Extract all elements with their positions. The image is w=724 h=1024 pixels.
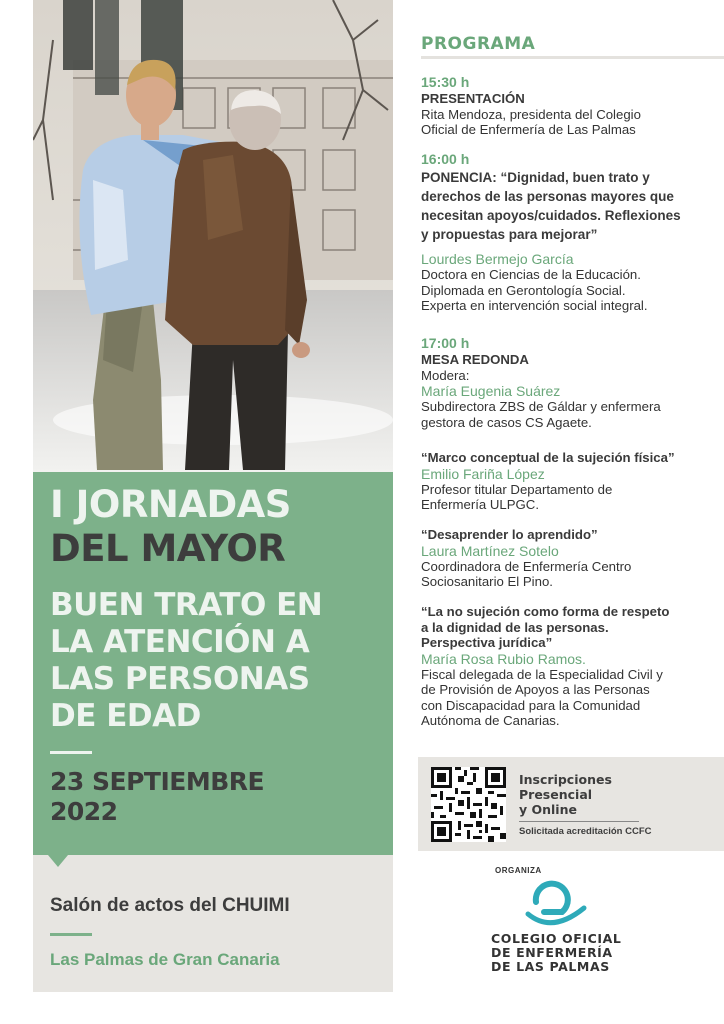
speaker-description: gestora de casos CS Agaete. bbox=[421, 414, 592, 430]
programa-divider bbox=[421, 56, 724, 59]
speaker-description: Autónoma de Canarias. bbox=[421, 713, 560, 728]
organizer-name: COLEGIO OFICIAL bbox=[491, 931, 622, 946]
speaker-description: Coordinadora de Enfermería Centro bbox=[421, 558, 632, 574]
watercolor-caregiver-elder-illustration bbox=[33, 0, 393, 472]
speaker-description: Fiscal delegada de la Especialidad Civil y bbox=[421, 666, 663, 682]
speaker-description: de Provisión de Apoyos a las Personas bbox=[421, 682, 650, 697]
speaker-description: Sociosanitario El Pino. bbox=[421, 574, 553, 589]
venue-name: Salón de actos del CHUIMI bbox=[50, 895, 290, 916]
session-description: Oficial de Enfermería de Las Palmas bbox=[421, 122, 636, 137]
speaker-description: Subdirectora ZBS de Gáldar y enfermera bbox=[421, 399, 661, 414]
program-item-presentation bbox=[421, 73, 721, 138]
event-date-line-2: 2022 bbox=[50, 797, 118, 826]
session-time: 16:00 h bbox=[421, 151, 470, 167]
talk-title: “La no sujeción como forma de respeto bbox=[421, 604, 670, 619]
accreditation-note: Solicitada acreditación CCFC bbox=[519, 826, 652, 837]
registration-divider bbox=[519, 821, 639, 822]
speaker-description: Profesor titular Departamento de bbox=[421, 481, 613, 497]
talk-title: “Marco conceptual de la sujeción física” bbox=[421, 450, 675, 465]
program-item-talk bbox=[421, 527, 721, 590]
organizer-name: DE ENFERMERÍA bbox=[491, 945, 613, 960]
organizer-label: ORGANIZA bbox=[495, 866, 542, 875]
program-item-round-table bbox=[421, 334, 721, 430]
session-time: 15:30 h bbox=[421, 74, 470, 90]
event-title-line-1: I JORNADAS bbox=[50, 483, 291, 526]
cover-illustration bbox=[33, 0, 393, 472]
event-subtitle-line: LA ATENCIÓN A bbox=[50, 624, 310, 660]
session-title: MESA REDONDA bbox=[421, 352, 529, 367]
speaker-description: Enfermería ULPGC. bbox=[421, 497, 539, 512]
program-item-speaker bbox=[421, 251, 721, 314]
divider-dash bbox=[50, 933, 92, 936]
event-subtitle-line: LAS PERSONAS bbox=[50, 661, 310, 697]
event-title-line-2: DEL MAYOR bbox=[50, 527, 286, 570]
registration-text: Inscripciones bbox=[519, 772, 612, 787]
speaker-name: Emilio Fariña López bbox=[421, 465, 545, 482]
speaker-name: Lourdes Bermejo García bbox=[421, 251, 574, 267]
venue-panel bbox=[33, 855, 393, 992]
program-item-keynote bbox=[421, 150, 721, 244]
speaker-name: Laura Martínez Sotelo bbox=[421, 542, 559, 559]
session-title: PONENCIA: “Dignidad, buen trato y bbox=[421, 170, 650, 185]
session-title: PRESENTACIÓN bbox=[421, 91, 525, 106]
talk-title: Perspectiva jurídica” bbox=[421, 635, 553, 650]
panel-pointer-icon bbox=[48, 855, 68, 867]
event-subtitle-line: DE EDAD bbox=[50, 698, 201, 734]
program-item-talk bbox=[421, 604, 721, 729]
speaker-description: Doctora en Ciencias de la Educación. bbox=[421, 267, 641, 282]
event-date-line-1: 23 SEPTIEMBRE bbox=[50, 767, 265, 796]
registration-text: Presencial bbox=[519, 787, 593, 802]
registration-text: y Online bbox=[519, 802, 577, 817]
session-title: y propuestas para mejorar” bbox=[421, 227, 598, 242]
speaker-name: María Eugenia Suárez bbox=[421, 383, 561, 399]
venue-city: Las Palmas de Gran Canaria bbox=[50, 950, 280, 969]
speaker-description: Diplomada en Gerontología Social. bbox=[421, 282, 626, 298]
colegio-enfermeria-logo-icon bbox=[522, 878, 588, 928]
moderator-label: Modera: bbox=[421, 367, 470, 383]
programa-heading: PROGRAMA bbox=[421, 34, 536, 54]
speaker-name: María Rosa Rubio Ramos. bbox=[421, 650, 586, 667]
speaker-description: con Discapacidad para la Comunidad bbox=[421, 697, 641, 713]
session-title: necesitan apoyos/cuidados. Reflexiones bbox=[421, 208, 681, 223]
organizer-name: DE LAS PALMAS bbox=[491, 959, 610, 974]
session-title: derechos de las personas mayores que bbox=[421, 189, 674, 204]
session-description: Rita Mendoza, presidenta del Colegio bbox=[421, 106, 641, 122]
registration-box bbox=[418, 757, 724, 851]
session-time: 17:00 h bbox=[421, 335, 470, 351]
event-subtitle-line: BUEN TRATO EN bbox=[50, 587, 323, 623]
talk-title: “Desaprender lo aprendido” bbox=[421, 527, 598, 542]
program-item-talk bbox=[421, 450, 721, 513]
divider-dash bbox=[50, 751, 92, 754]
qr-code-icon[interactable] bbox=[431, 767, 506, 842]
talk-title: a la dignidad de las personas. bbox=[421, 619, 609, 635]
speaker-description: Experta en intervención social integral. bbox=[421, 298, 648, 313]
